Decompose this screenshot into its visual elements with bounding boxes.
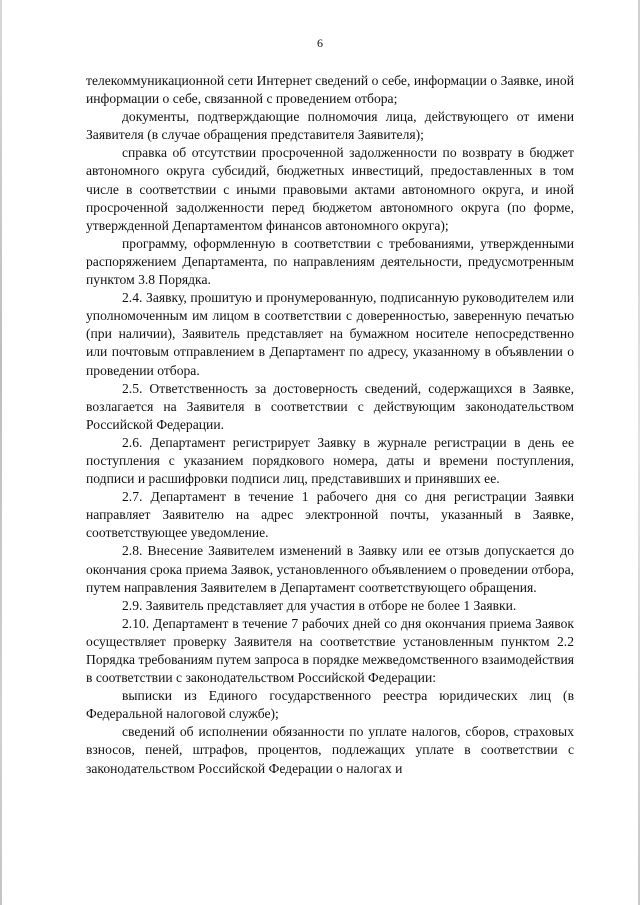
- document-body: [86, 72, 574, 778]
- paragraph-2-8: 2.8. Внесение Заявителем изменений в Заявку или ее отзыв допускается до окончания срока приема Заявок, установленного объявлением о проведении отбора, путем направления Заявителем в Департамент соответствующего обращения.: [86, 543, 574, 595]
- paragraph-program: программу, оформленную в соответствии с требованиями, утвержденными распоряжением Департамента, по направлениям деятельности, предусмотренным пунктом 3.8 Порядка.: [86, 235, 574, 288]
- paragraph-2-5: 2.5. Ответственность за достоверность сведений, содержащихся в Заявке, возлагается на Заявителя в соответствии с действующим законодательством Российской Федерации.: [86, 380, 574, 432]
- paragraph-debt-certificate: справка об отсутствии просроченной задолженности по возврату в бюджет автономного округа субсидий, бюджетных инвестиций, предоставленных в том числе в соответствии с иными правовыми актами автономного округа, и иной просроченной задолженности перед бюджетом автономного округа (по форме, утвержденной Департаментом финансов автономного округа);: [86, 145, 574, 233]
- paragraph-2-9: 2.9. Заявитель представляет для участия в отборе не более 1 Заявки.: [122, 597, 517, 613]
- paragraph-2-7: 2.7. Департамент в течение 1 рабочего дня со дня регистрации Заявки направляет Заявителю на адрес электронной почты, указанный в Заявке, соответствующее уведомление.: [86, 489, 574, 541]
- paragraph-2-4: 2.4. Заявку, прошитую и пронумерованную, подписанную руководителем или уполномоченным им лицом в соответствии с доверенностью, заверенную печатью (при наличии), Заявитель представляет на бумажном носителе непосредственно или почтовым отправлением в Департамент по адресу, указанному в объявлении о проведении отбора.: [86, 290, 574, 378]
- paragraph-continuation: телекоммуникационной сети Интернет сведений о себе, информации о Заявке, иной информации о себе, связанной с проведением отбора;: [86, 73, 574, 107]
- paragraph-2-6: 2.6. Департамент регистрирует Заявку в журнале регистрации в день ее поступления с указанием порядкового номера, даты и времени поступления, подписи и расшифровки подписи лиц, представивших и принявших ее.: [86, 434, 574, 487]
- paragraph-authority-documents: документы, подтверждающие полномочия лица, действующего от имени Заявителя (в случае обращения представителя Заявителя);: [86, 109, 574, 143]
- scan-edge-left: [0, 0, 2, 905]
- page-number: 6: [317, 36, 323, 50]
- paragraph-egrul-extract: выписки из Единого государственного реестра юридических лиц (в Федеральной налоговой службе);: [86, 688, 574, 722]
- paragraph-2-10: 2.10. Департамент в течение 7 рабочих дней со дня окончания приема Заявок осуществляет проверку Заявителя на соответствие установленным пунктом 2.2 Порядка требованиям путем запроса в порядке межведомственного взаимодействия в соответствии с законодательством Российской Федерации:: [86, 615, 574, 686]
- paragraph-tax-obligations: сведений об исполнении обязанности по уплате налогов, сборов, страховых взносов, пеней, штрафов, процентов, подлежащих уплате в соответствии с законодательством Российской Федерации о налогах и: [86, 724, 574, 776]
